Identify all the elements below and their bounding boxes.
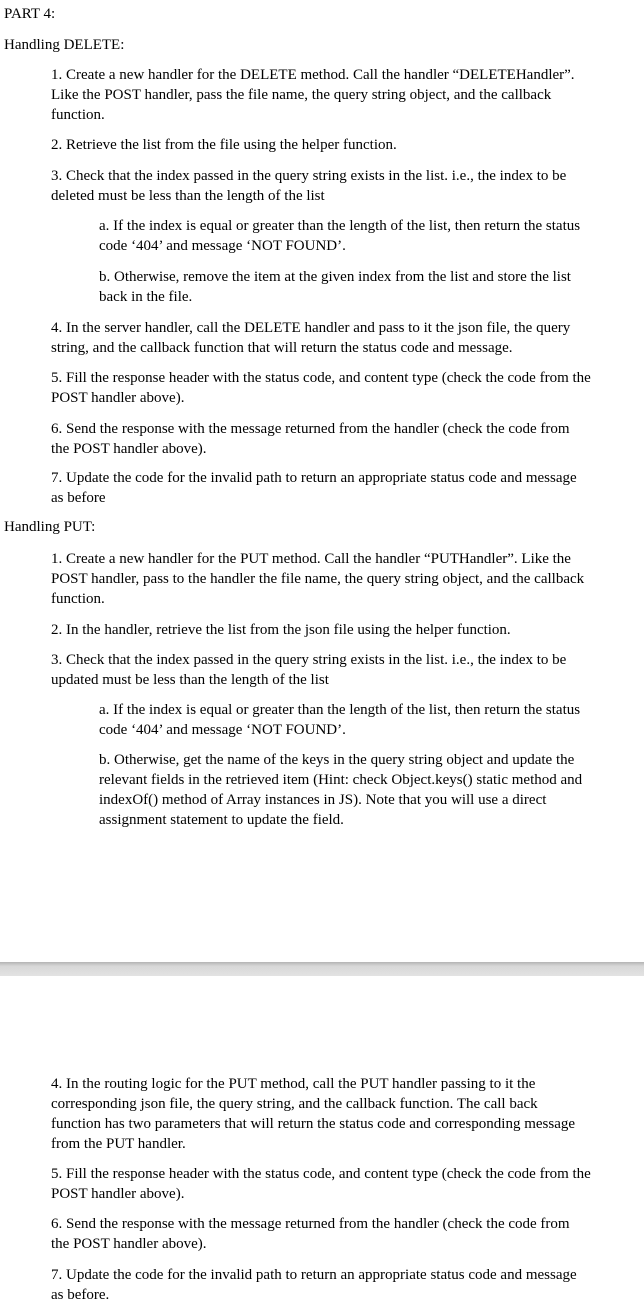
- text-line: a. If the index is equal or greater than the length of the list, then return the status: [99, 218, 581, 234]
- text-line: 5. Fill the response header with the status code, and content type (check the code from the: [51, 1166, 591, 1182]
- text-line: Like the POST handler, pass the file name, the query string object, and the callback: [51, 87, 552, 103]
- text-line: POST handler above).: [51, 1186, 185, 1202]
- text-line: POST handler above).: [51, 390, 185, 406]
- text-line: deleted must be less than the length of the list: [51, 188, 325, 204]
- text-line: the POST handler above).: [51, 1236, 207, 1252]
- delete-section-heading: Handling DELETE:: [4, 37, 125, 53]
- text-line: 6. Send the response with the message returned from the handler (check the code from: [51, 1216, 570, 1232]
- text-line: code ‘404’ and message ‘NOT FOUND’.: [99, 238, 346, 254]
- text-line: a. If the index is equal or greater than the length of the list, then return the status: [99, 702, 581, 718]
- part-title: PART 4:: [4, 6, 56, 22]
- text-line: function.: [51, 107, 105, 123]
- text-line: POST handler, pass to the handler the file name, the query string object, and the callback: [51, 571, 585, 587]
- text-line: 2. In the handler, retrieve the list from the json file using the helper function.: [51, 622, 511, 638]
- text-line: 3. Check that the index passed in the query string exists in the list. i.e., the index to be: [51, 168, 567, 184]
- text-line: function has two parameters that will return the status code and corresponding message: [51, 1116, 576, 1132]
- text-line: b. Otherwise, get the name of the keys in the query string object and update the: [99, 752, 575, 768]
- text-line: corresponding json file, the query string, and the callback function. The call back: [51, 1096, 538, 1112]
- put-section-heading: Handling PUT:: [4, 519, 96, 535]
- text-line: 4. In the routing logic for the PUT method, call the PUT handler passing to it the: [51, 1076, 536, 1092]
- text-line: back in the file.: [99, 289, 193, 305]
- text-line: 3. Check that the index passed in the query string exists in the list. i.e., the index to be: [51, 652, 567, 668]
- text-line: assignment statement to update the field.: [99, 812, 344, 828]
- text-line: updated must be less than the length of the list: [51, 672, 329, 688]
- text-line: as before: [51, 490, 106, 506]
- text-line: 4. In the server handler, call the DELETE handler and pass to it the json file, the query: [51, 320, 571, 336]
- text-line: 7. Update the code for the invalid path to return an appropriate status code and message: [51, 470, 577, 486]
- document-page-2: [0, 976, 644, 1309]
- text-line: as before.: [51, 1287, 110, 1303]
- text-line: indexOf() method of Array instances in JS). Note that you will use a direct: [99, 792, 547, 808]
- text-line: code ‘404’ and message ‘NOT FOUND’.: [99, 722, 346, 738]
- text-line: from the PUT handler.: [51, 1136, 186, 1152]
- text-line: 5. Fill the response header with the status code, and content type (check the code from the: [51, 370, 591, 386]
- text-line: b. Otherwise, remove the item at the given index from the list and store the list: [99, 269, 571, 285]
- text-line: 1. Create a new handler for the DELETE method. Call the handler “DELETEHandler”.: [51, 67, 575, 83]
- text-line: string, and the callback function that will return the status code and message.: [51, 340, 513, 356]
- text-line: 6. Send the response with the message returned from the handler (check the code from: [51, 421, 570, 437]
- text-line: relevant fields in the retrieved item (Hint: check Object.keys() static method and: [99, 772, 583, 788]
- page-separator: [0, 962, 644, 976]
- text-line: the POST handler above).: [51, 441, 207, 457]
- text-line: function.: [51, 591, 105, 607]
- text-line: 2. Retrieve the list from the file using the helper function.: [51, 137, 397, 153]
- text-line: 7. Update the code for the invalid path to return an appropriate status code and message: [51, 1267, 577, 1283]
- text-line: 1. Create a new handler for the PUT method. Call the handler “PUTHandler”. Like the: [51, 551, 571, 567]
